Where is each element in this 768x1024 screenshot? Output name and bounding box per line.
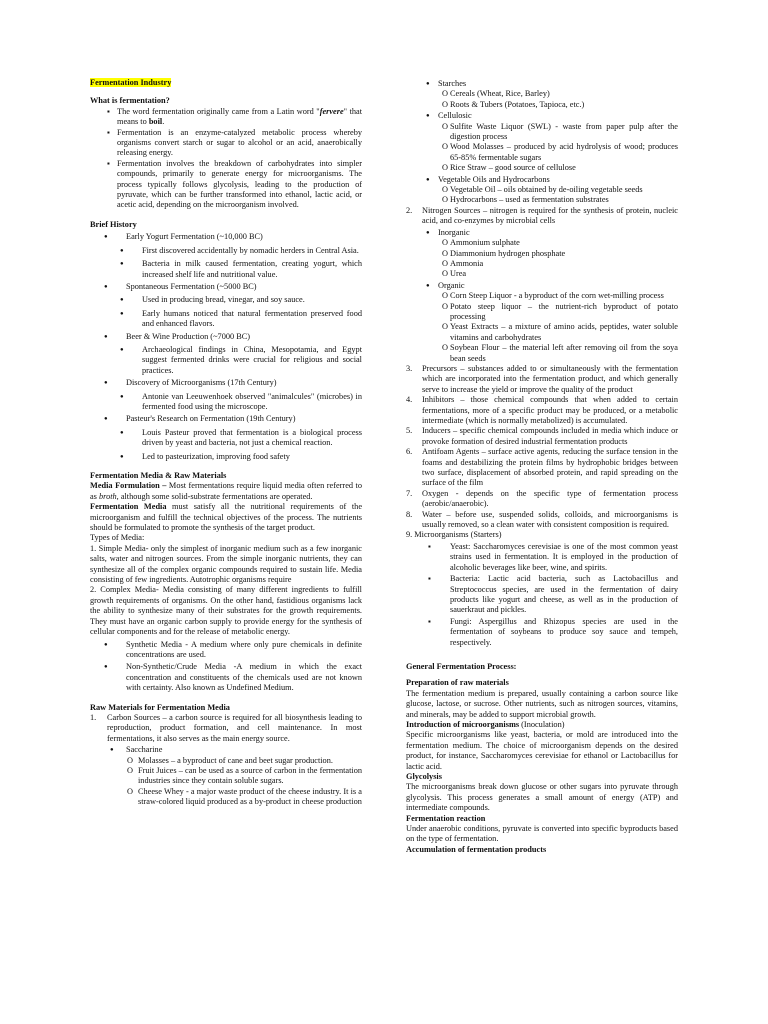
numbered-item: 5. Inducers – specific chemical compounds included in media which induce or provoke formation of desired industrial fermentation products <box>406 426 678 446</box>
simple-media: 1. Simple Media- only the simplest of inorganic medium such as a few inorganic salts, water and nitrogen sources. From the simple inorganic nutrients, they can synthesize all of the complex organic compounds required to sustain life. Media consisting of few ingredients. Autotrophic organisms require <box>90 543 362 585</box>
list-item: O Cheese Whey - a major waste product of the cheese industry. It is a straw-colored liquid produced as a by-product in cheese production <box>127 786 362 807</box>
history-sub-item: ● Louis Pasteur proved that fermentation is a biological process driven by yeast and bacteria, not just a chemical reaction. <box>90 428 362 449</box>
list-item: O Potato steep liquor – the nutrient-rich byproduct of potato processing <box>442 301 678 321</box>
list-item: ▪ Bacteria: Lactic acid bacteria, such as Lactobacillus and Streptococcus species, are used in the fermentation of dairy products like yogurt and cheese, as well as in the production of sauerkraut and pickles. <box>406 574 678 616</box>
list-item: ▪ The word fermentation originally came from a Latin word "fervere" that means to boil. <box>90 107 362 128</box>
numbered-item: 4. Inhibitors – those chemical compounds that when added to certain fermentations, more of a specific product may be produced, or a metabolic intermediate (which is normally metabolized) is accumulated. <box>406 395 678 425</box>
process-step-heading: Accumulation of fermentation products <box>406 844 547 854</box>
list-item: O Wood Molasses – produced by acid hydrolysis of wood; produces 65-85% fermentable sugars <box>442 142 678 162</box>
history-sub-item: ● Antonie van Leeuwenhoek observed "animalcules" (microbes) in fermented food using the microscope. <box>90 392 362 413</box>
types-label: Types of Media: <box>90 533 145 543</box>
fermentation-media: Fermentation Media must satisfy all the nutritional requirements of the microorganism and fulfill the technical objectives of the process. The nutrients should be formulated to promote the synthesis of the target product. <box>90 502 362 533</box>
list-item: O Vegetable Oil – oils obtained by de-oiling vegetable seeds <box>442 185 643 195</box>
history-sub-item: ● Bacteria in milk caused fermentation, creating yogurt, which increased shelf life and nutritional value. <box>90 259 362 280</box>
history-sub-item: ● First discovered accidentally by nomadic herders in Central Asia. <box>90 246 362 256</box>
list-item: O Fruit Juices – can be used as a source of carbon in the fermentation industries since they contain soluble sugars. <box>127 765 362 786</box>
process-step-text: The microorganisms break down glucose or other sugars into pyruvate through glycolysis. This process generates a small amount of energy (ATP) and intermediate compounds. <box>406 782 678 813</box>
general-process-heading: General Fermentation Process: <box>406 661 517 671</box>
process-step-heading: Introduction of microorganisms (Inoculation) <box>406 719 565 729</box>
organic-item: ● Organic <box>406 281 678 291</box>
cellulosic-item: ● Cellulosic <box>406 111 678 121</box>
list-item: O Molasses – a byproduct of cane and beet sugar production. <box>127 755 333 765</box>
process-step-heading: Glycolysis <box>406 772 442 781</box>
saccharine-item: ● Saccharine <box>90 745 362 755</box>
list-item: O Sulfite Waste Liquor (SWL) - waste from paper pulp after the digestion process <box>442 121 678 142</box>
page-title: Fermentation Industry <box>90 78 172 87</box>
history-list <box>90 232 362 462</box>
list-item: O Roots & Tubers (Potatoes, Tapioca, etc.) <box>442 99 585 109</box>
numbered-item: 3. Precursors – substances added to or simultaneously with the fermentation which are incorporated into the fermentation product, and which generally serve to increase the yield or improve the quality of the product <box>406 363 678 394</box>
right-column <box>406 78 678 855</box>
media-heading: Fermentation Media & Raw Materials <box>90 471 227 480</box>
process-step-heading: Preparation of raw materials <box>406 678 509 688</box>
raw-materials-heading: Raw Materials for Fermentation Media <box>90 702 230 712</box>
list-item: ▪ Fermentation is an enzyme-catalyzed metabolic process whereby organisms convert starch or sugar to alcohol or an acid, anaerobically releasing energy. <box>90 128 362 159</box>
history-item: ● Pasteur's Research on Fermentation (19th Century) <box>90 414 362 424</box>
nitrogen-sources: 2. Nitrogen Sources – nitrogen is required for the synthesis of protein, nucleic acid, and co-enzymes by microbial cells <box>406 205 678 226</box>
list-item: ● Synthetic Media - A medium where only pure chemicals in definite concentrations are used. <box>90 640 362 661</box>
microorganisms-label: 9. Microorganisms (Starters) <box>406 530 502 540</box>
list-item: O Rice Straw – good source of cellulose <box>442 163 576 173</box>
list-item: ▪ Fermentation involves the breakdown of carbohydrates into simpler compounds, primarily to generate energy for microorganisms. The process typically follows glycolysis, leading to the production of pyruvate, which can be further transformed into ethanol, lactic acid, or acetic acid, depending on the microorganism involved. <box>90 159 362 211</box>
process-step-text: Under anaerobic conditions, pyruvate is converted into specific byproducts based on the type of fermentation. <box>406 824 678 844</box>
inorganic-item: ● Inorganic <box>406 228 678 238</box>
what-bullets <box>90 107 362 211</box>
complex-media: 2. Complex Media- Media consisting of many different ingredients to fulfill growth requirements of organisms. On the other hand, fastidious organisms lack the ability to synthesize many of their substrates for the growth requirements. They must have an organic carbon supply to provide energy for the synthesis of cellular components and for the release of metabolic energy. <box>90 585 362 637</box>
list-item: O Corn Steep Liquor - a byproduct of the corn wet-milling process <box>442 291 664 301</box>
list-item: O Soybean Flour – the material left after removing oil from the soya bean seeds <box>442 343 678 363</box>
process-step-heading: Fermentation reaction <box>406 813 486 823</box>
numbered-item: 6. Antifoam Agents – surface active agents, reducing the surface tension in the foams and destabilizing the protein films by hydrophobic bridges between two surface, displacement of absorbed protein, and rapid spreading on the surface of the film <box>406 447 678 488</box>
list-item: O Ammonia <box>442 258 484 268</box>
list-item: ▪ Fungi: Aspergillus and Rhizopus species are used in the fermentation of soybeans to produce soy sauce and tempeh, respectively. <box>406 617 678 648</box>
numbered-item: 8. Water – before use, suspended solids, colloids, and microorganisms is usually removed, so a clean water with consistent composition is required. <box>406 509 678 530</box>
history-item: ● Spontaneous Fermentation (~5000 BC) <box>90 282 362 292</box>
list-item: O Cereals (Wheat, Rice, Barley) <box>442 89 550 99</box>
list-item: O Urea <box>442 269 467 279</box>
veg-oils-item: ● Vegetable Oils and Hydrocarbons <box>406 175 678 185</box>
list-item: ▪ Yeast: Saccharomyces cerevisiae is one of the most common yeast strains used in fermentation. It is employed in the production of alcoholic beverages like beer, wine, and spirits. <box>406 542 678 573</box>
starches-item: ● Starches <box>406 79 678 89</box>
history-item: ● Early Yogurt Fermentation (~10,000 BC) <box>90 232 362 242</box>
media-types <box>90 640 362 694</box>
history-sub-item: ● Archaeological findings in China, Mesopotamia, and Egypt suggest fermented drinks were crucial for religious and social practices. <box>90 345 362 376</box>
history-sub-item: ● Led to pasteurization, improving food safety <box>90 452 362 462</box>
history-heading: Brief History <box>90 219 137 229</box>
history-sub-item: ● Used in producing bread, vinegar, and soy sauce. <box>90 295 362 305</box>
history-sub-item: ● Early humans noticed that natural fermentation preserved food and enhanced flavors. <box>90 309 362 330</box>
list-item: O Ammonium sulphate <box>442 238 520 248</box>
carbon-sources: 1. Carbon Sources – a carbon source is required for all biosynthesis leading to reproduction, product formation, and cell maintenance. In most fermentations, it also serves as the main energy source. <box>90 712 362 743</box>
list-item: O Hydrocarbons – used as fermentation substrates <box>442 195 609 205</box>
list-item: O Diammonium hydrogen phosphate <box>442 248 566 258</box>
history-item: ● Beer & Wine Production (~7000 BC) <box>90 332 362 342</box>
history-item: ● Discovery of Microorganisms (17th Century) <box>90 378 362 388</box>
what-heading: What is fermentation? <box>90 96 170 106</box>
left-column <box>90 78 362 808</box>
media-formulation: Media Formulation – Most fermentations require liquid media often referred to as broth, although some solid-substrate fermentations are operated. <box>90 481 362 501</box>
process-step-text: The fermentation medium is prepared, usually containing a carbon source like glucose, lactose, or sucrose. Other nutrients, such as nitrogen sources, vitamins, and minerals, may be added to support microbial growth. <box>406 688 678 719</box>
process-step-text: Specific microorganisms like yeast, bacteria, or mold are introduced into the fermentation medium. The choice of microorganism depends on the desired product, for instance, Saccharomyces cerevisiae for ethanol or Lactobacillus for lactic acid. <box>406 730 678 771</box>
list-item: ● Non-Synthetic/Crude Media -A medium in which the exact concentration and constituents of the chemicals used are not known with certainty. Also known as Undefined Medium. <box>90 662 362 693</box>
numbered-item: 7. Oxygen - depends on the specific type of fermentation process (aerobic/anaerobic). <box>406 488 678 509</box>
list-item: O Yeast Extracts – a mixture of amino acids, peptides, water soluble vitamins and carbohydrates <box>442 322 678 342</box>
